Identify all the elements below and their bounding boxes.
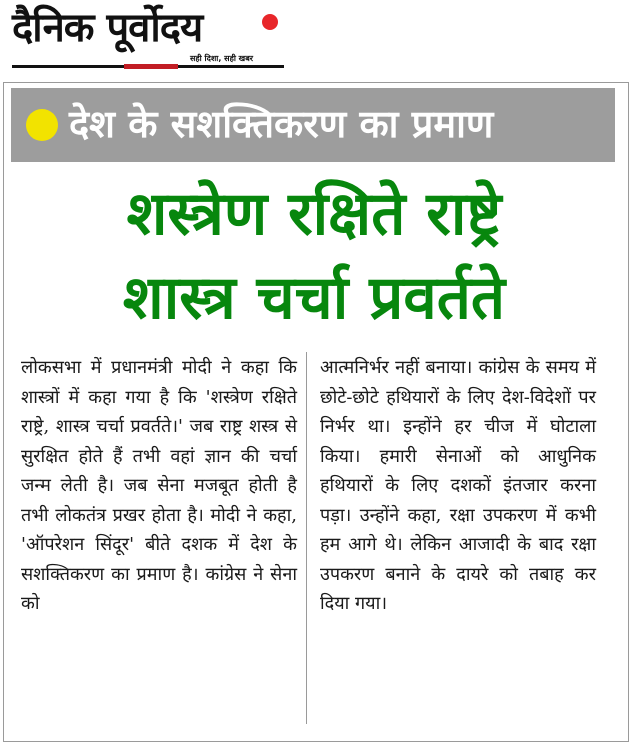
section-banner — [11, 88, 615, 162]
yellow-bullet-icon — [26, 109, 58, 141]
article-text-left: लोकसभा में प्रधानमंत्री मोदी ने कहा कि शास्त्रों में कहा गया है कि 'शस्त्रेण रक्षिते राष्ट्रे, शास्त्र चर्चा प्रवर्तते।' जब राष्ट्र शस्त्र से सुरक्षित होते हैं तभी वहां ज्ञान की चर्चा जन्म लेती है। जब सेना मजबूत होती है तभी लोकतंत्र प्रखर होता है। मोदी ने कहा, 'ऑपरेशन सिंदूर' बीते दशक में देश के सशक्तिकरण का प्रमाण है। कांग्रेस ने सेना को — [21, 357, 297, 614]
newspaper-logo: दैनिक पूर्वोदय — [12, 5, 203, 51]
section-banner-title: देश के सशक्तिकरण का प्रमाण — [69, 102, 494, 146]
headline-line-2: शास्त्र चर्चा प्रवर्तते — [122, 263, 506, 333]
headline-line-1: शस्त्रेण रक्षिते राष्ट्रे — [126, 179, 502, 249]
article-column-right — [320, 353, 596, 619]
article-headline — [14, 172, 614, 340]
masthead-tagline: सही दिशा, सही खबर — [190, 54, 254, 63]
column-divider — [306, 352, 307, 724]
logo-red-dot-icon — [262, 14, 278, 30]
article-text-right: आत्मनिर्भर नहीं बनाया। कांग्रेस के समय में छोटे-छोटे हथियारों के लिए देश-विदेशों पर निर्भर था। इन्होंने हर चीज में घोटाला किया। हमारी सेनाओं को आधुनिक हथियारों के लिए दशकों इंतजार करना पड़ा। उन्होंने कहा, रक्षा उपकरण में कभी हम आगे थे। लेकिन आजादी के बाद रक्षा उपकरण बनाने के दायरे को तबाह कर दिया गया। — [320, 357, 596, 614]
masthead-rule-accent — [124, 64, 178, 69]
masthead — [12, 2, 284, 72]
article-column-left — [21, 353, 297, 619]
